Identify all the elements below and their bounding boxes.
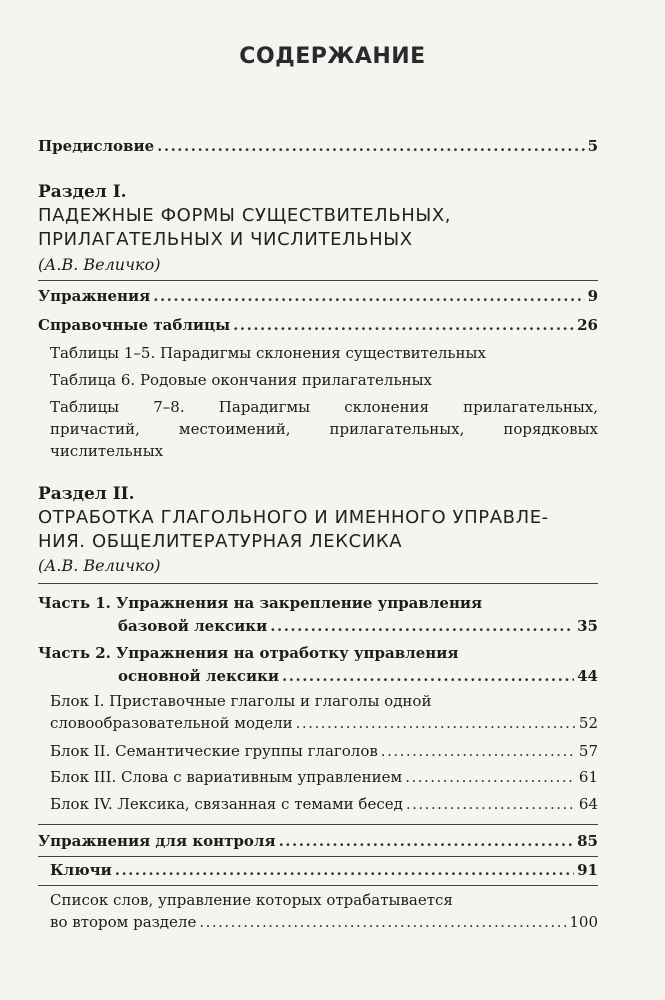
- toc-subentry-block1-line1[interactable]: Блок I. Приставочные глаголы и глаголы одной: [50, 692, 432, 710]
- dot-leader: [405, 768, 576, 787]
- section1-title-line2: ПРИЛАГАТЕЛЬНЫХ И ЧИСЛИТЕЛЬНЫХ: [38, 229, 413, 250]
- toc-entry-keys[interactable]: [50, 861, 598, 880]
- toc-page-number: 91: [577, 861, 598, 879]
- section1-number: Раздел I.: [38, 182, 127, 202]
- divider: [38, 583, 598, 584]
- toc-label: Блок II. Семантические группы глаголов: [50, 742, 378, 760]
- toc-label: основной лексики: [118, 667, 280, 685]
- toc-subentry-tables-7-8-line3: числительных: [50, 442, 164, 460]
- toc-page-number: 85: [577, 832, 598, 850]
- toc-label: во втором разделе: [50, 913, 197, 931]
- toc-page-number: 61: [578, 768, 598, 786]
- divider: [38, 280, 598, 281]
- toc-page-number: 100: [569, 913, 598, 931]
- toc-entry-part1-line1[interactable]: Часть 1. Упражнения на закрепление управления: [38, 594, 483, 612]
- toc-page-number: 57: [578, 742, 598, 760]
- section1-title-line1: ПАДЕЖНЫЕ ФОРМЫ СУЩЕСТВИТЕЛЬНЫХ,: [38, 205, 452, 226]
- toc-page-number: 26: [577, 316, 598, 334]
- toc-page-number: 9: [587, 287, 598, 305]
- divider: [38, 885, 598, 886]
- section1-author: (А.В. Величко): [38, 255, 161, 274]
- toc-subentry-tables-1-5[interactable]: Таблицы 1–5. Парадигмы склонения существительных: [50, 344, 486, 362]
- toc-subentry-block4[interactable]: [50, 795, 598, 814]
- section2-title-line1: ОТРАБОТКА ГЛАГОЛЬНОГО И ИМЕННОГО УПРАВЛЕ-: [38, 507, 549, 528]
- toc-label: Упражнения: [38, 287, 151, 305]
- dot-leader: [279, 832, 575, 851]
- toc-entry-wordlist-line1[interactable]: Список слов, управление которых отрабатывается: [50, 891, 453, 909]
- dot-leader: [233, 316, 574, 335]
- dot-leader: [406, 795, 576, 814]
- toc-subentry-block3[interactable]: [50, 768, 598, 787]
- toc-entry-wordlist[interactable]: [50, 913, 598, 932]
- toc-label: Блок IV. Лексика, связанная с темами бесед: [50, 795, 403, 813]
- dot-leader: [381, 742, 576, 761]
- section2-title-line2: НИЯ. ОБЩЕЛИТЕРАТУРНАЯ ЛЕКСИКА: [38, 531, 403, 552]
- toc-subentry-table-6[interactable]: Таблица 6. Родовые окончания прилагательных: [50, 371, 433, 389]
- toc-entry-control-exercises[interactable]: [38, 832, 598, 851]
- toc-label: Упражнения для контроля: [38, 832, 276, 850]
- toc-page-number: 35: [577, 617, 598, 635]
- dot-leader: [296, 714, 576, 733]
- section2-number: Раздел II.: [38, 484, 135, 504]
- toc-entry-part1[interactable]: [118, 617, 598, 636]
- page-title: СОДЕРЖАНИЕ: [239, 44, 426, 69]
- dot-leader: [199, 913, 566, 932]
- toc-label: Ключи: [50, 861, 112, 879]
- dot-leader: [157, 137, 584, 156]
- dot-leader: [115, 861, 574, 880]
- toc-entry-preface[interactable]: [38, 137, 598, 156]
- toc-entry-part2-line1[interactable]: Часть 2. Упражнения на отработку управления: [38, 644, 459, 662]
- toc-label: словообразовательной модели: [50, 714, 293, 732]
- toc-subentry-block2[interactable]: [50, 742, 598, 761]
- toc-page-number: 52: [578, 714, 598, 732]
- toc-label: Справочные таблицы: [38, 316, 231, 334]
- toc-page-number: 64: [578, 795, 598, 813]
- divider: [38, 824, 598, 825]
- dot-leader: [153, 287, 584, 306]
- toc-entry-part2[interactable]: [118, 667, 598, 686]
- toc-subentry-tables-7-8-line1[interactable]: Таблицы 7–8. Парадигмы склонения прилагательных,: [50, 398, 598, 416]
- toc-page-number: 44: [577, 667, 598, 685]
- dot-leader: [270, 617, 574, 636]
- toc-label: Предисловие: [38, 137, 155, 155]
- divider: [38, 856, 598, 857]
- toc-entry-reference-tables[interactable]: [38, 316, 598, 335]
- section2-author: (А.В. Величко): [38, 556, 161, 575]
- toc-label: базовой лексики: [118, 617, 268, 635]
- toc-label: Блок III. Слова с вариативным управлением: [50, 768, 403, 786]
- dot-leader: [282, 667, 574, 686]
- toc-page-number: 5: [587, 137, 598, 155]
- toc-subentry-block1[interactable]: [50, 714, 598, 733]
- toc-subentry-tables-7-8-line2: причастий, местоимений, прилагательных, порядковых: [50, 420, 598, 438]
- toc-entry-exercises[interactable]: [38, 287, 598, 306]
